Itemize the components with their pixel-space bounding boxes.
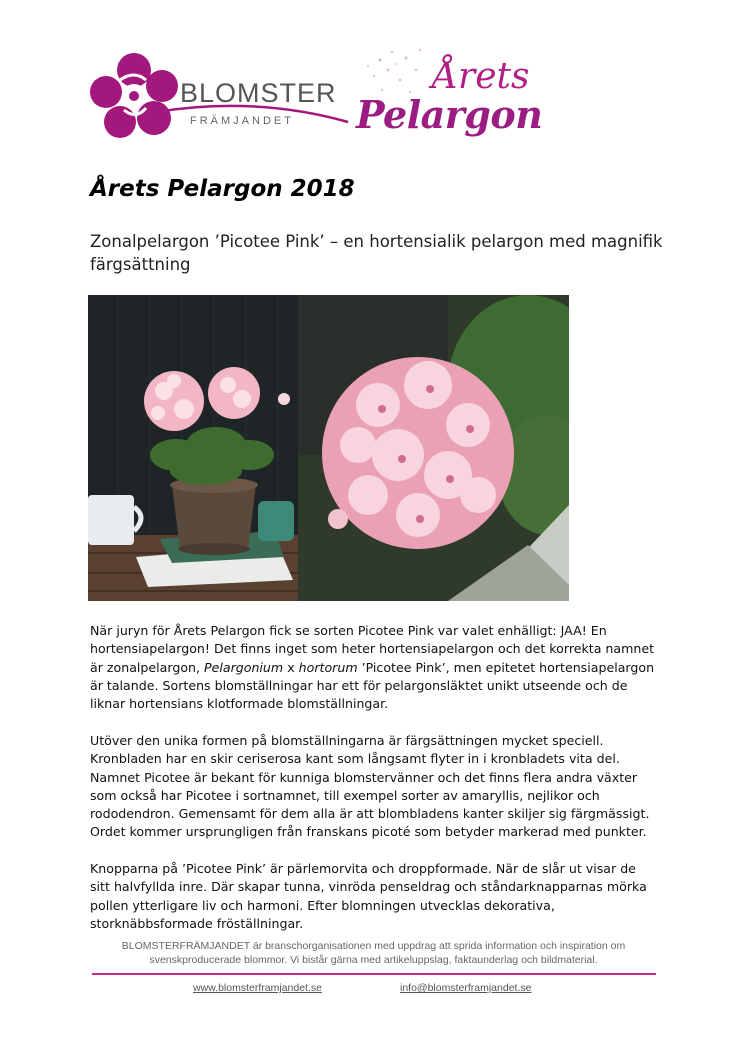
paragraph-1-text-c: ’Picotee Pink’, men epitetet hortensiapelargon är talande. Sortens blomställningar har ett för pelargonsläktet unikt utseende och de liknar hortensians klotformade blomställningar. [90,659,655,712]
campaign-logo-pelargon: Pelargon [356,92,543,137]
footer-description: BLOMSTERFRÄMJANDET är branschorganisationen med uppdrag att sprida information och inspiration om svenskproducerade blommor. Vi bistår gärna med artikeluppslag, faktaunderlag och bildmaterial. [121,940,626,966]
logo-framjandet-text: FRÄMJANDET [190,115,294,127]
body-paragraph-1 [90,622,655,713]
footer-divider [92,973,656,975]
body-paragraph-3: Knopparna på ’Picotee Pink’ är pärlemorvita och droppformade. När de slår ut visar de sitt halvfyllda inre. Där skapar tunna, vinröda penseldrag och ståndarknapparnas mörka pollen ytterligare liv och harmoni. Efter blomningen utvecklas dekorativa, storknäbbsformade fröställningar. [90,861,647,931]
page-subtitle: Zonalpelargon ’Picotee Pink’ – en hortensialik pelargon med magnifik färgsättning [90,232,663,274]
paragraph-1-text-a: När juryn för Årets Pelargon fick se sorten Picotee Pink var valet enhälligt: JAA! En hortensiapelargon! Det finns inget som heter hortensiapelargon och det korrekta namnet är zonalpelargon, [90,623,655,675]
botanical-species: hortorum [298,659,358,675]
botanical-genus: Pelargonium [204,659,284,675]
paragraph-1-text-b: x [283,659,299,675]
footer-email-link[interactable]: info@blomsterframjandet.se [400,982,532,994]
photo-flower-closeup [298,295,569,601]
footer-website-link[interactable]: www.blomsterframjandet.se [193,982,322,994]
body-paragraph-2: Utöver den unika formen på blomställningarna är färgsättningen mycket speciell. Kronbladen har en skir ceriserosa kant som långsamt flyter in i kronbladets vita del. Namnet Picotee är bekant för kunniga blomstervänner och det finns flera andra växter som också har Picotee i sortnamnet, till exempel sorter av amaryllis, nejlikor och rododendron. Gemensamt för dem alla är att blombladens kanter skiljer sig färgmässigt. Ordet kommer ursprungligen från franskans picoté som betyder markerad med punkter. [90,733,650,840]
page-title: Årets Pelargon 2018 [90,176,355,202]
campaign-logo-arets: Årets [432,56,530,97]
photo-potted-pelargon [88,295,298,601]
logo-blomster-text: BLOMSTER [180,78,337,108]
